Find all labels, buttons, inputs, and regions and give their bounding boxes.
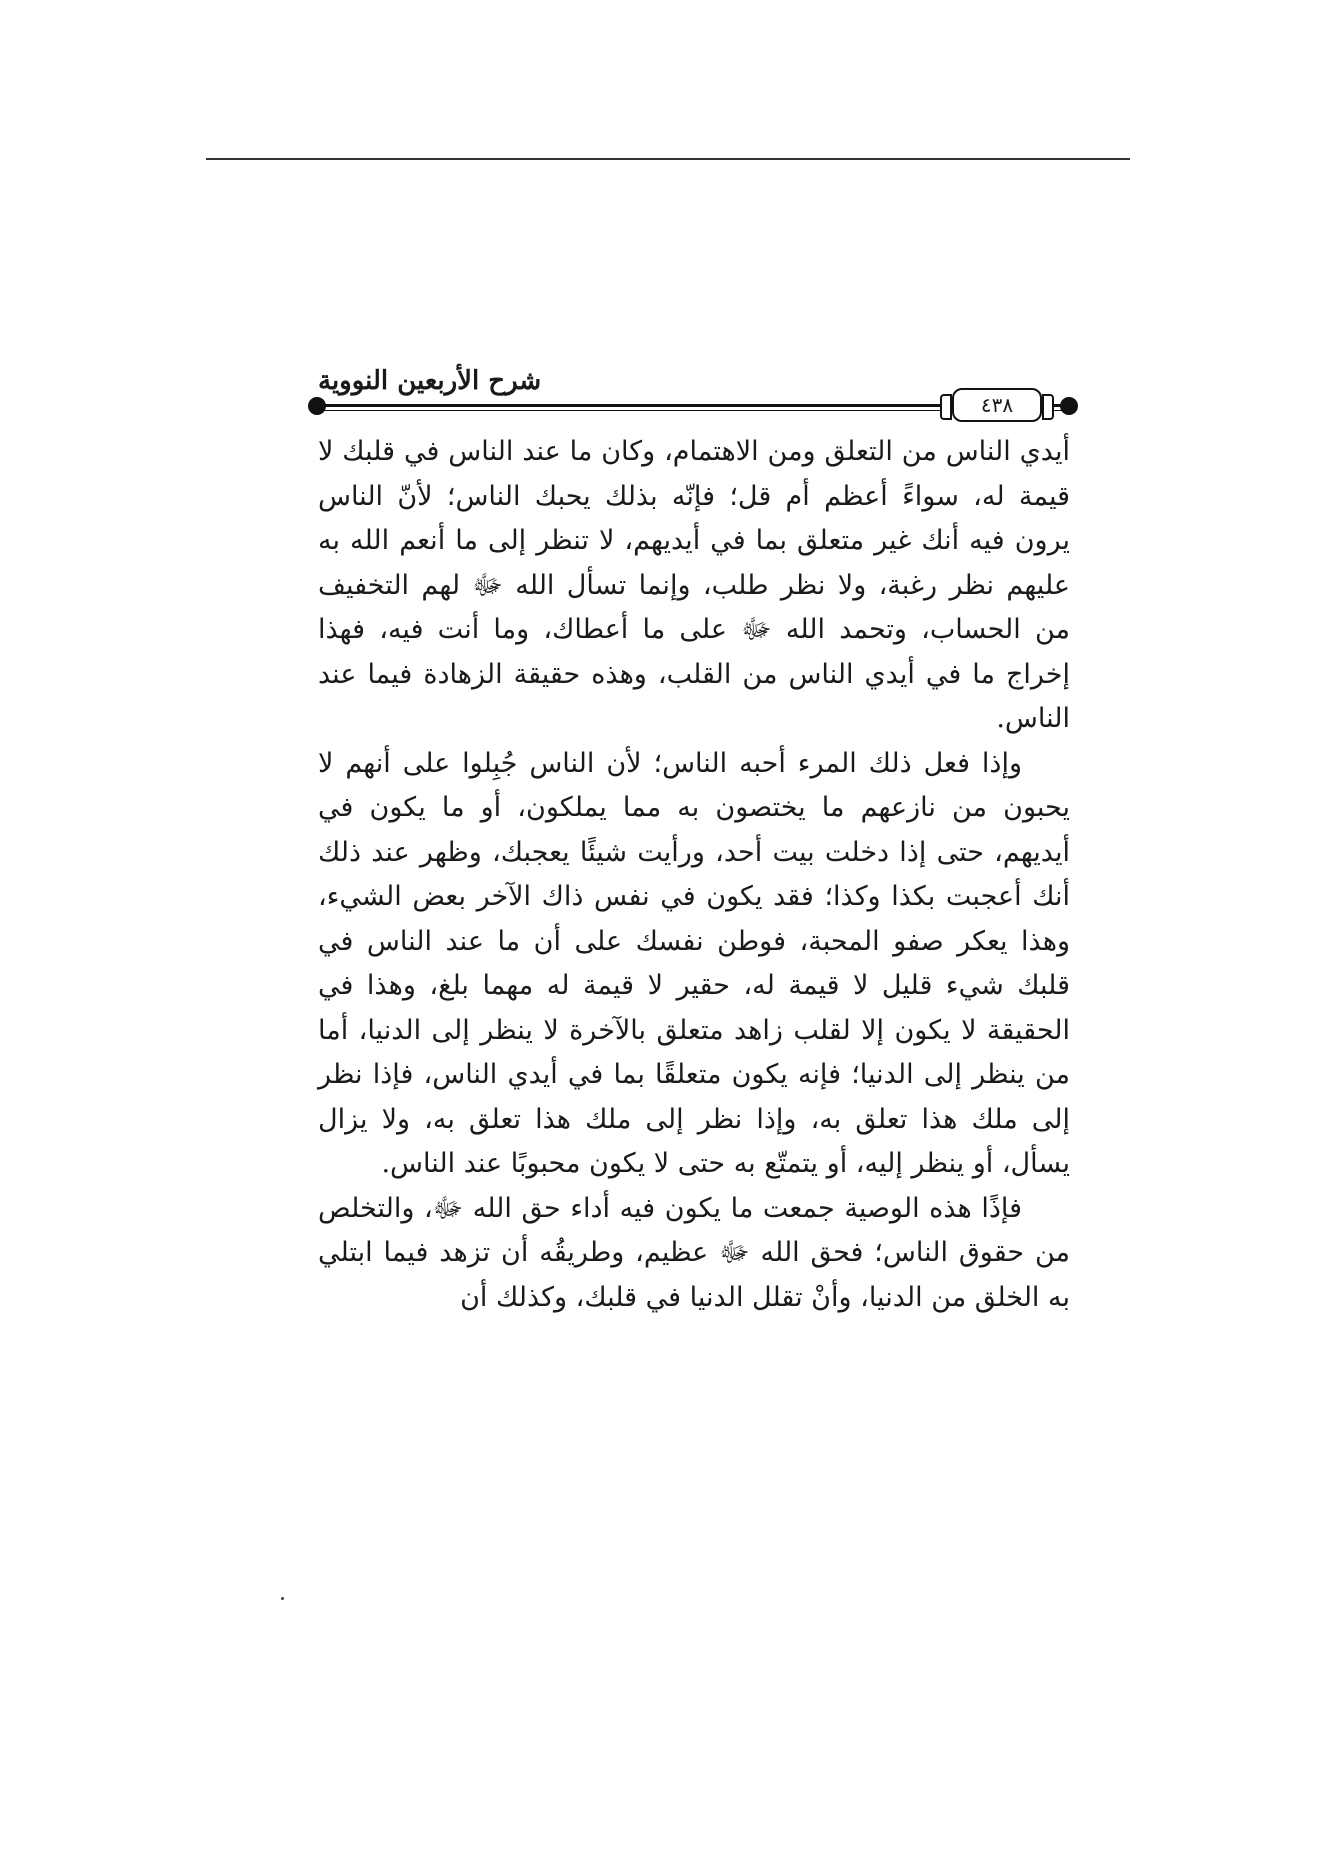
paragraph-1: أيدي الناس من التعلق ومن الاهتمام، وكان ما عند الناس في قلبك لا قيمة له، سواءً أعظم أم قل؛ فإنّه بذلك يحبك الناس؛ لأنّ الناس يرون فيه أنك غير متعلق بما في أيديهم، لا تنظر إلى ما أنعم الله به عليهم نظر رغبة، ولا نظر طلب، وإنما تسأل الله ﷻ لهم التخفيف من الحساب، وتحمد الله ﷻ على ما أعطاك، وما أنت فيه، فهذا إخراج ما في أيدي الناس من القلب، وهذه حقيقة الزهادة فيما عند الناس.	[318, 436, 1070, 734]
footer-mark	[281, 1597, 284, 1600]
body-text	[318, 430, 1070, 1320]
paragraph-3: فإذًا هذه الوصية جمعت ما يكون فيه أداء حق الله ﷻ، والتخلص من حقوق الناس؛ فحق الله ﷻ عظيم، وطريقُه أن تزهد فيما ابتلي به الخلق من الدنيا، وأنْ تقلل الدنيا في قلبك، وكذلك أن	[318, 1192, 1070, 1313]
book-title: شرح الأربعين النووية	[318, 366, 542, 396]
header-dot-right	[1060, 397, 1078, 415]
running-header	[318, 360, 1068, 420]
paragraph-2: وإذا فعل ذلك المرء أحبه الناس؛ لأن الناس جُبِلوا على أنهم لا يحبون من نازعهم ما يختصون به مما يملكون، أو ما يكون في أيديهم، حتى إذا دخلت بيت أحد، ورأيت شيئًا يعجبك، وظهر عند ذلك أنك أعجبت بكذا وكذا؛ فقد يكون في نفس ذاك الآخر بعض الشيء، وهذا يعكر صفو المحبة، فوطن نفسك على أن ما عند الناس في قلبك شيء قليل لا قيمة له، حقير لا قيمة له مهما بلغ، وهذا في الحقيقة لا يكون إلا لقلب زاهد متعلق بالآخرة لا ينظر إلى الدنيا، أما من ينظر إلى الدنيا؛ فإنه يكون متعلقًا بما في أيدي الناس، فإذا نظر إلى ملك هذا تعلق به، وإذا نظر إلى ملك هذا تعلق به، ولا يزال يسأل، أو ينظر إليه، أو يتمتّع به حتى لا يكون محبوبًا عند الناس.	[318, 747, 1070, 1179]
page-number: ٤٣٨	[980, 393, 1014, 417]
top-rule	[206, 158, 1130, 160]
header-dot-left	[308, 397, 326, 415]
page-number-badge	[952, 388, 1042, 422]
